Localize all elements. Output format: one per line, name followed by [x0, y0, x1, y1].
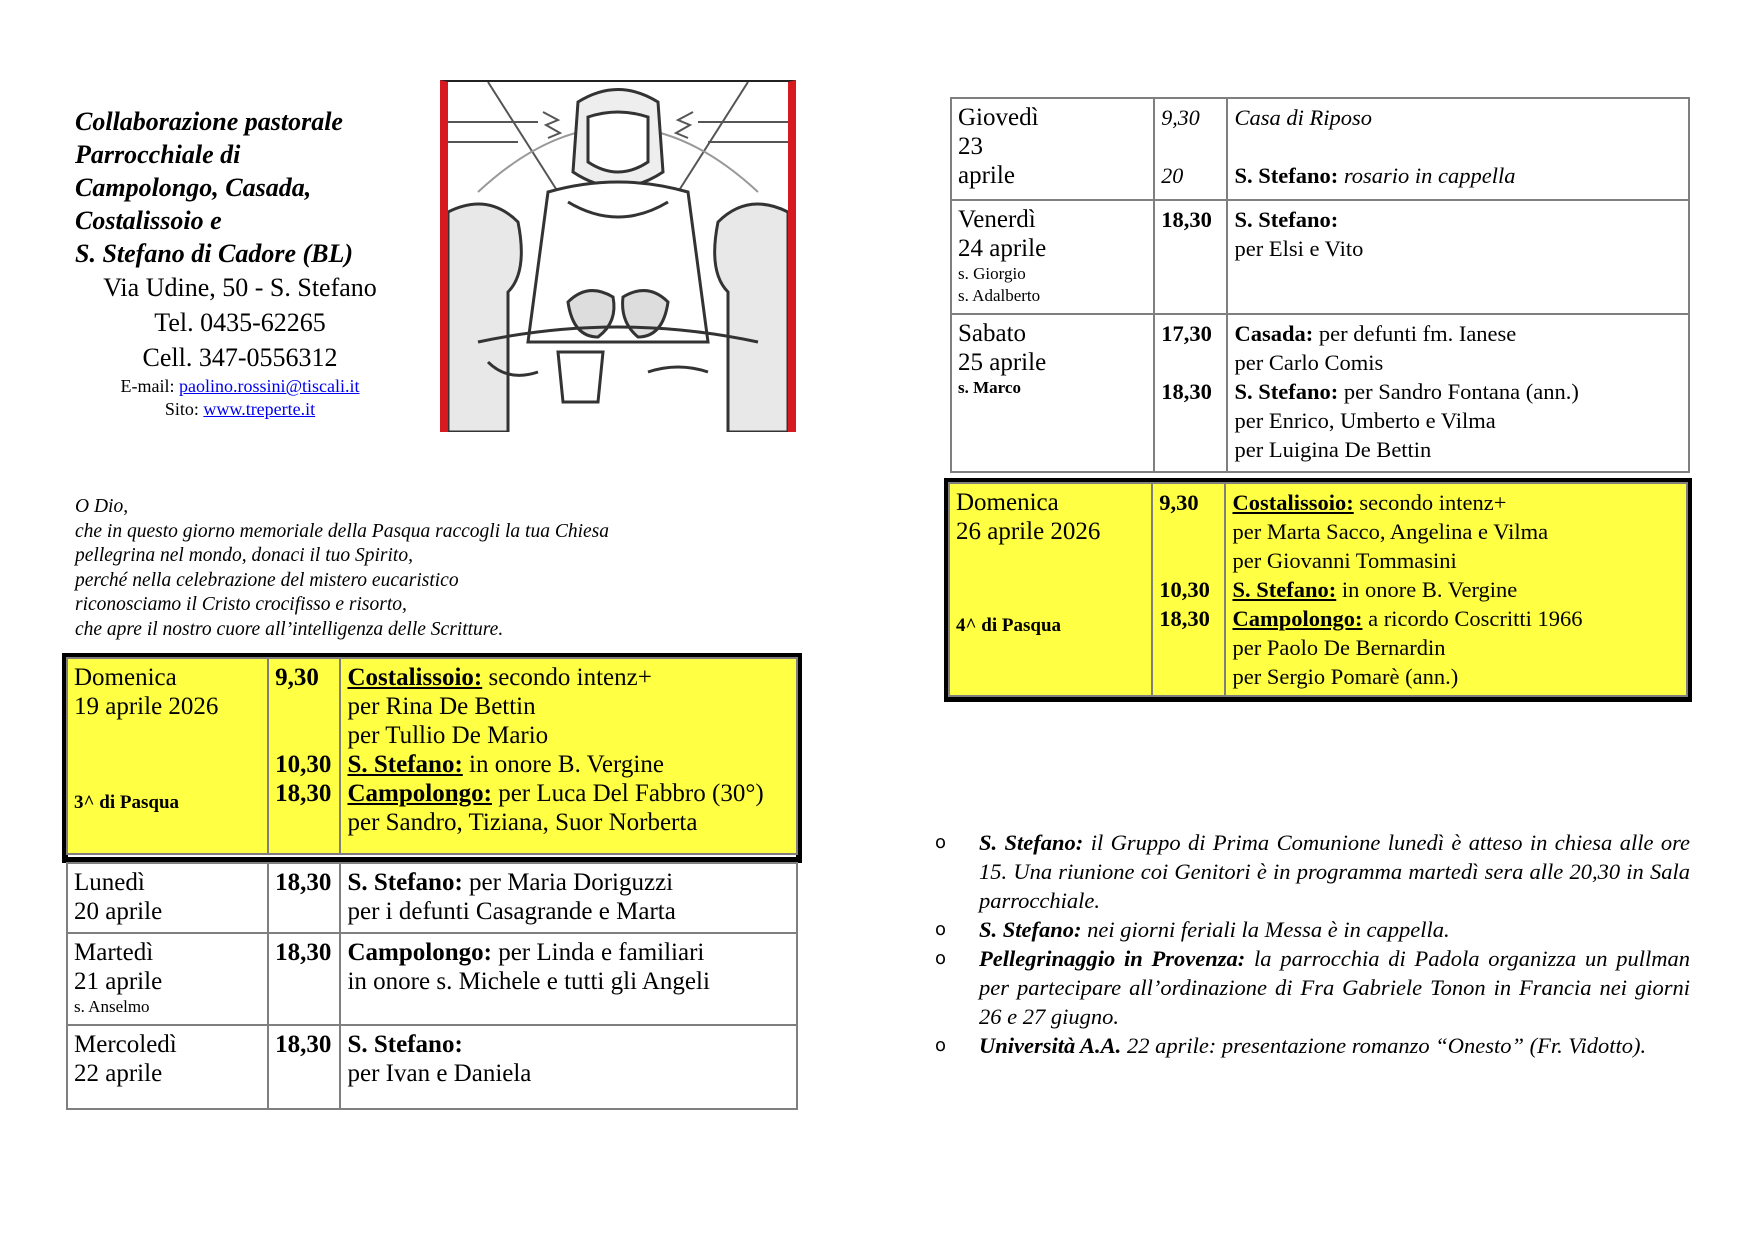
- time-cell: [1154, 314, 1227, 472]
- intention: a ricordo Coscritti 1966: [1362, 606, 1583, 631]
- day-name: Domenica: [956, 489, 1059, 516]
- schedule-row: [67, 1025, 797, 1109]
- prayer-line: riconosciamo il Cristo crocifisso e risorto,: [75, 594, 407, 615]
- intention: per Rina De Bettin: [347, 693, 536, 720]
- intention: per Paolo De Bernardin: [1232, 635, 1446, 660]
- day-date: 23: [958, 133, 983, 160]
- place-name: S. Stefano:: [347, 1031, 463, 1058]
- saint-of-day: s. Anselmo: [74, 997, 150, 1016]
- mass-time: 18,30: [1154, 200, 1227, 314]
- intention: per defunti fm. Ianese: [1313, 321, 1517, 346]
- mass-time: 10,30: [275, 751, 332, 778]
- intentions-cell: [1227, 314, 1689, 472]
- notice-text: il Gruppo di Prima Comunione lunedì è atteso in chiesa alle ore 15. Una riunione coi Genitori è in programma martedì sera alle 20,30 in Sala parrocchiale.: [979, 830, 1690, 913]
- liturgical-note: 4^ di Pasqua: [956, 615, 1062, 636]
- place-name: S. Stefano:: [347, 751, 463, 778]
- day-date: 26 aprile 2026: [956, 518, 1101, 545]
- prayer-line: che apre il nostro cuore all’intelligenza delle Scritture.: [75, 618, 504, 640]
- schedule-row-friday: [951, 200, 1689, 314]
- address: Via Udine, 50 - S. Stefano: [103, 273, 377, 302]
- notice-item: [935, 915, 1690, 944]
- intention: rosario in cappella: [1338, 163, 1516, 188]
- phone: Tel. 0435-62265: [154, 308, 326, 337]
- prayer-line: O Dio,: [75, 496, 129, 517]
- intentions-cell: [1227, 200, 1689, 314]
- mass-time: 9,30: [275, 664, 319, 691]
- day-name: Domenica: [74, 664, 177, 691]
- notice-item: [935, 944, 1690, 1031]
- place-name: Costalissoio:: [1232, 490, 1354, 515]
- intention: per Elsi e Vito: [1234, 236, 1364, 261]
- schedule-row: [67, 863, 797, 933]
- place-name: Campolongo:: [347, 780, 492, 807]
- day-date: 24 aprile: [958, 235, 1047, 262]
- intentions-cell: [340, 863, 797, 933]
- intentions-cell: [340, 1025, 797, 1109]
- saint-of-day: s. Giorgio: [958, 264, 1026, 283]
- saint-of-day: s. Marco: [958, 378, 1021, 397]
- day-date: 22 aprile: [74, 1060, 163, 1087]
- schedule-row: [67, 933, 797, 1025]
- intention: per Sandro Fontana (ann.): [1338, 379, 1579, 404]
- day-name: Mercoledì: [74, 1031, 177, 1058]
- schedule-row-saturday: [951, 314, 1689, 472]
- day-name: Martedì: [74, 939, 154, 966]
- intention: per Tullio De Mario: [347, 722, 549, 749]
- header-title-line: Collaborazione pastorale: [75, 107, 343, 136]
- notice-text: nei giorni feriali la Messa è in cappella.: [1081, 917, 1450, 942]
- place-name: Campolongo:: [1232, 606, 1363, 631]
- day-cell: [67, 933, 268, 1025]
- notice-heading: Pellegrinaggio in Provenza:: [979, 946, 1246, 971]
- mass-time: 18,30: [1161, 379, 1212, 404]
- day-name: Venerdì: [958, 206, 1036, 233]
- intention: in onore s. Michele e tutti gli Angeli: [347, 968, 710, 995]
- intention: per Giovanni Tommasini: [1232, 548, 1457, 573]
- intention: per Luca Del Fabbro (30°): [491, 780, 764, 807]
- notices-list: [935, 828, 1690, 1060]
- notice-text: la parrocchia di Padola organizza un pullman per partecipare all’ordinazione di Fra Gabriele Tonon in Francia nei giorni 26 e 27 giugno.: [979, 946, 1690, 1029]
- prayer-line: perché nella celebrazione del mistero eucaristico: [75, 569, 459, 591]
- day-month: aprile: [958, 162, 1015, 189]
- schedule-row-thursday: [951, 98, 1689, 200]
- intention: per Sergio Pomarè (ann.): [1232, 664, 1459, 689]
- notice-item: [935, 828, 1690, 915]
- prayer-line: che in questo giorno memoriale della Pasqua raccogli la tua Chiesa: [75, 520, 610, 542]
- intention: per Maria Doriguzzi: [462, 869, 674, 896]
- mass-time: 18,30: [268, 863, 340, 933]
- day-cell: [951, 200, 1154, 314]
- mass-time: 9,30: [1161, 105, 1200, 130]
- header-title-line: S. Stefano di Cadore (BL): [75, 239, 354, 268]
- site-label: Sito:: [164, 399, 204, 419]
- intention: per Sandro, Tiziana, Suor Norberta: [347, 809, 698, 836]
- prayer-line: pellegrina nel mondo, donaci il tuo Spirito,: [75, 545, 413, 566]
- site-link[interactable]: www.treperte.it: [203, 399, 316, 419]
- place-name: S. Stefano:: [1234, 379, 1339, 404]
- parish-header: [75, 105, 415, 421]
- day-cell: [67, 863, 268, 933]
- intention: secondo intenz+: [1353, 490, 1507, 515]
- intention: secondo intenz+: [482, 664, 652, 691]
- place-name: Campolongo:: [347, 939, 492, 966]
- schedule-row-sunday: [949, 483, 1687, 696]
- intention: per Ivan e Daniela: [347, 1060, 532, 1087]
- site-line: [75, 398, 405, 421]
- time-cell: [268, 658, 340, 854]
- schedule-row-sunday: [67, 658, 797, 854]
- mass-time: 10,30: [1159, 577, 1210, 602]
- mass-time: 18,30: [1159, 606, 1210, 631]
- time-cell: [1152, 483, 1225, 696]
- intention: in onore B. Vergine: [462, 751, 664, 778]
- intention: in onore B. Vergine: [1336, 577, 1518, 602]
- mass-time: 20: [1161, 163, 1184, 188]
- email-label: E-mail:: [120, 376, 179, 396]
- intentions-cell: [340, 658, 797, 854]
- intention: Casa di Riposo: [1234, 105, 1373, 130]
- mass-time: 17,30: [1161, 321, 1212, 346]
- liturgical-note: 3^ di Pasqua: [74, 792, 180, 813]
- day-cell: [951, 314, 1154, 472]
- time-cell: [1154, 98, 1227, 200]
- place-name: Casada:: [1234, 321, 1314, 346]
- place-name: S. Stefano:: [1232, 577, 1337, 602]
- notice-item: [935, 1031, 1690, 1060]
- schedule-table-right-sunday: [948, 482, 1688, 697]
- place-name: S. Stefano:: [347, 869, 463, 896]
- intentions-cell: [340, 933, 797, 1025]
- illustration-drawing: [448, 82, 788, 432]
- day-cell: [951, 98, 1154, 200]
- day-name: Sabato: [958, 320, 1027, 347]
- intention: per Linda e familiari: [491, 939, 705, 966]
- saint-of-day: s. Adalberto: [958, 286, 1041, 305]
- email-link[interactable]: paolino.rossini@tiscali.it: [178, 376, 360, 396]
- day-name: Lunedì: [74, 869, 145, 896]
- day-date: 21 aprile: [74, 968, 163, 995]
- place-name: S. Stefano:: [1234, 163, 1339, 188]
- mobile-phone: Cell. 347-0556312: [142, 343, 338, 372]
- header-title-line: Parrocchiale di: [75, 140, 241, 169]
- intentions-cell: [1227, 98, 1689, 200]
- intention: per Carlo Comis: [1234, 350, 1384, 375]
- circle-bullet-icon: o: [935, 832, 947, 853]
- header-title-line: Costalissoio e: [75, 206, 222, 235]
- email-line: [75, 375, 405, 398]
- day-name: Giovedì: [958, 104, 1039, 131]
- intention: per Marta Sacco, Angelina e Vilma: [1232, 519, 1549, 544]
- notice-heading: S. Stefano:: [979, 830, 1084, 855]
- schedule-table-right: [950, 97, 1690, 473]
- notice-heading: S. Stefano:: [979, 917, 1082, 942]
- mass-time: 18,30: [275, 780, 332, 807]
- mass-time: 18,30: [268, 933, 340, 1025]
- circle-bullet-icon: o: [935, 919, 947, 940]
- day-cell: [67, 1025, 268, 1109]
- circle-bullet-icon: o: [935, 948, 947, 969]
- day-cell: [949, 483, 1152, 696]
- intention: per Luigina De Bettin: [1234, 437, 1432, 462]
- circle-bullet-icon: o: [935, 1035, 947, 1056]
- intention: per i defunti Casagrande e Marta: [347, 898, 676, 925]
- emmaus-illustration: [440, 80, 796, 432]
- schedule-table-left-weekdays: [66, 862, 798, 1110]
- place-name: Costalissoio:: [347, 664, 483, 691]
- header-title-line: Campolongo, Casada,: [75, 173, 312, 202]
- day-date: 20 aprile: [74, 898, 163, 925]
- mass-time: 9,30: [1159, 490, 1199, 515]
- intentions-cell: [1225, 483, 1687, 696]
- mass-time: 18,30: [268, 1025, 340, 1109]
- notice-heading: Università A.A.: [979, 1033, 1122, 1058]
- place-name: S. Stefano:: [1234, 207, 1339, 232]
- day-date: 19 aprile 2026: [74, 693, 219, 720]
- day-cell: [67, 658, 268, 854]
- intention: per Enrico, Umberto e Vilma: [1234, 408, 1496, 433]
- notice-text: 22 aprile: presentazione romanzo “Onesto” (Fr. Vidotto).: [1121, 1033, 1647, 1058]
- day-date: 25 aprile: [958, 349, 1047, 376]
- schedule-table-left-sunday: [66, 657, 798, 855]
- collect-prayer: [75, 495, 609, 642]
